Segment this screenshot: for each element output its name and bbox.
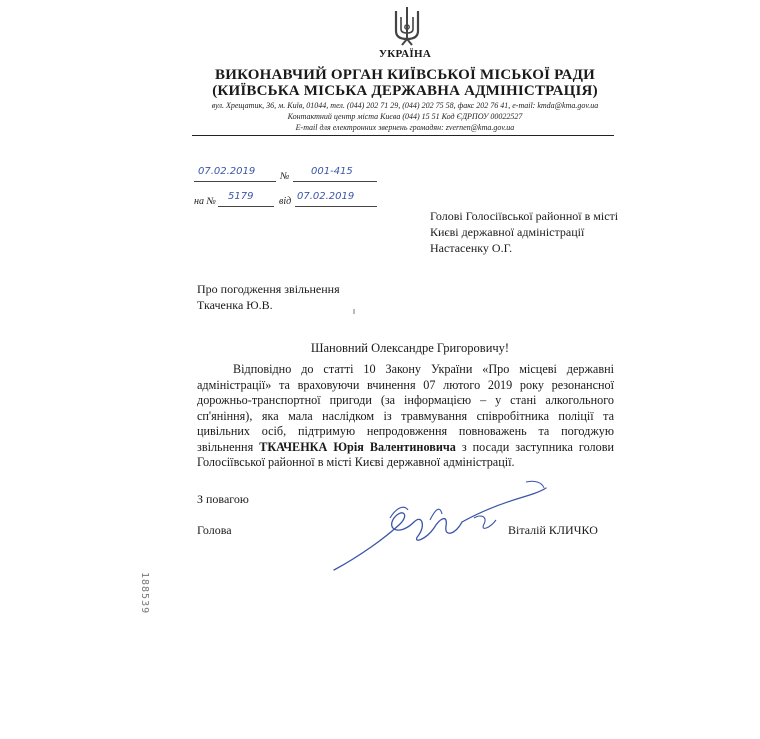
subject-block <box>197 281 340 313</box>
addressee-line2: Києві державної адміністрації <box>430 225 585 239</box>
signer-name: Віталій КЛИЧКО <box>508 523 598 537</box>
closing-regards: З повагою <box>197 492 249 506</box>
outgoing-number: 001-415 <box>311 166 353 177</box>
addressee-line1: Голові Голосіївської районної в місті <box>430 209 619 223</box>
ref-number-underline <box>218 192 274 207</box>
side-number-text: 188539 <box>139 572 150 615</box>
org-name-line1: ВИКОНАВЧИЙ ОРГАН КИЇВСЬКОЇ МІСЬКОЇ РАДИ <box>215 67 595 83</box>
number-label: № <box>280 171 290 182</box>
outgoing-date: 07.02.2019 <box>198 166 256 177</box>
date-underline <box>194 167 276 182</box>
addressee-block <box>430 208 618 256</box>
scan-speck <box>353 309 355 314</box>
handwritten-signature <box>330 478 560 578</box>
address-line2: Контактний центр міста Києва (044) 15 51 Код ЄДРПОУ 00022527 <box>287 112 523 121</box>
address-line3: E-mail для електронних звернень громадян: zvernen@kma.gov.ua <box>295 123 515 132</box>
trident-icon <box>392 5 422 47</box>
subject-line1: Про погодження звільнення <box>197 282 340 296</box>
country-name: УКРАЇНА <box>378 48 432 60</box>
ref-date-underline <box>295 192 377 207</box>
addressee-line3: Настасенку О.Г. <box>430 241 513 255</box>
letter-body <box>197 362 614 471</box>
body-part1: Відповідно до статті 10 Закону України «Про місцеві державні адміністрації» та враховуючи вчинення 07 лютого 2019 року резонансної дорожньо-транспортної пригоди (за інформацією – у стані алкогольного сп'яніння), яка мала наслідком із травмування співробітника поліції та цивільних осіб, підтримую непродовження повноважень та погоджую звільнення <box>197 362 614 454</box>
reference-date: 07.02.2019 <box>297 191 355 202</box>
reference-number: 5179 <box>228 191 254 202</box>
signer-position: Голова <box>197 523 232 537</box>
side-registration-number <box>136 572 152 632</box>
number-underline <box>293 167 377 182</box>
header-divider <box>192 135 614 136</box>
body-part2: з посади заступника голови Голосіївської районної в місті Києві державної адміністрації. <box>197 439 614 469</box>
body-name-bold: ТКАЧЕНКА Юрія Валентиновича <box>259 439 456 454</box>
salutation: Шановний Олександре Григоровичу! <box>310 341 510 355</box>
address-line1: вул. Хрещатик, 36, м. Київ, 01044, тел. (044) 202 71 29, (044) 202 75 58, факс 202 76 41, e-mail: kmda@kma.gov.ua <box>211 101 599 110</box>
reference-label: на № <box>194 196 216 207</box>
org-name-line2: (КИЇВСЬКА МІСЬКА ДЕРЖАВНА АДМІНІСТРАЦІЯ) <box>212 83 598 99</box>
from-label: від <box>279 196 292 207</box>
subject-line2: Ткаченка Ю.В. <box>197 298 273 312</box>
